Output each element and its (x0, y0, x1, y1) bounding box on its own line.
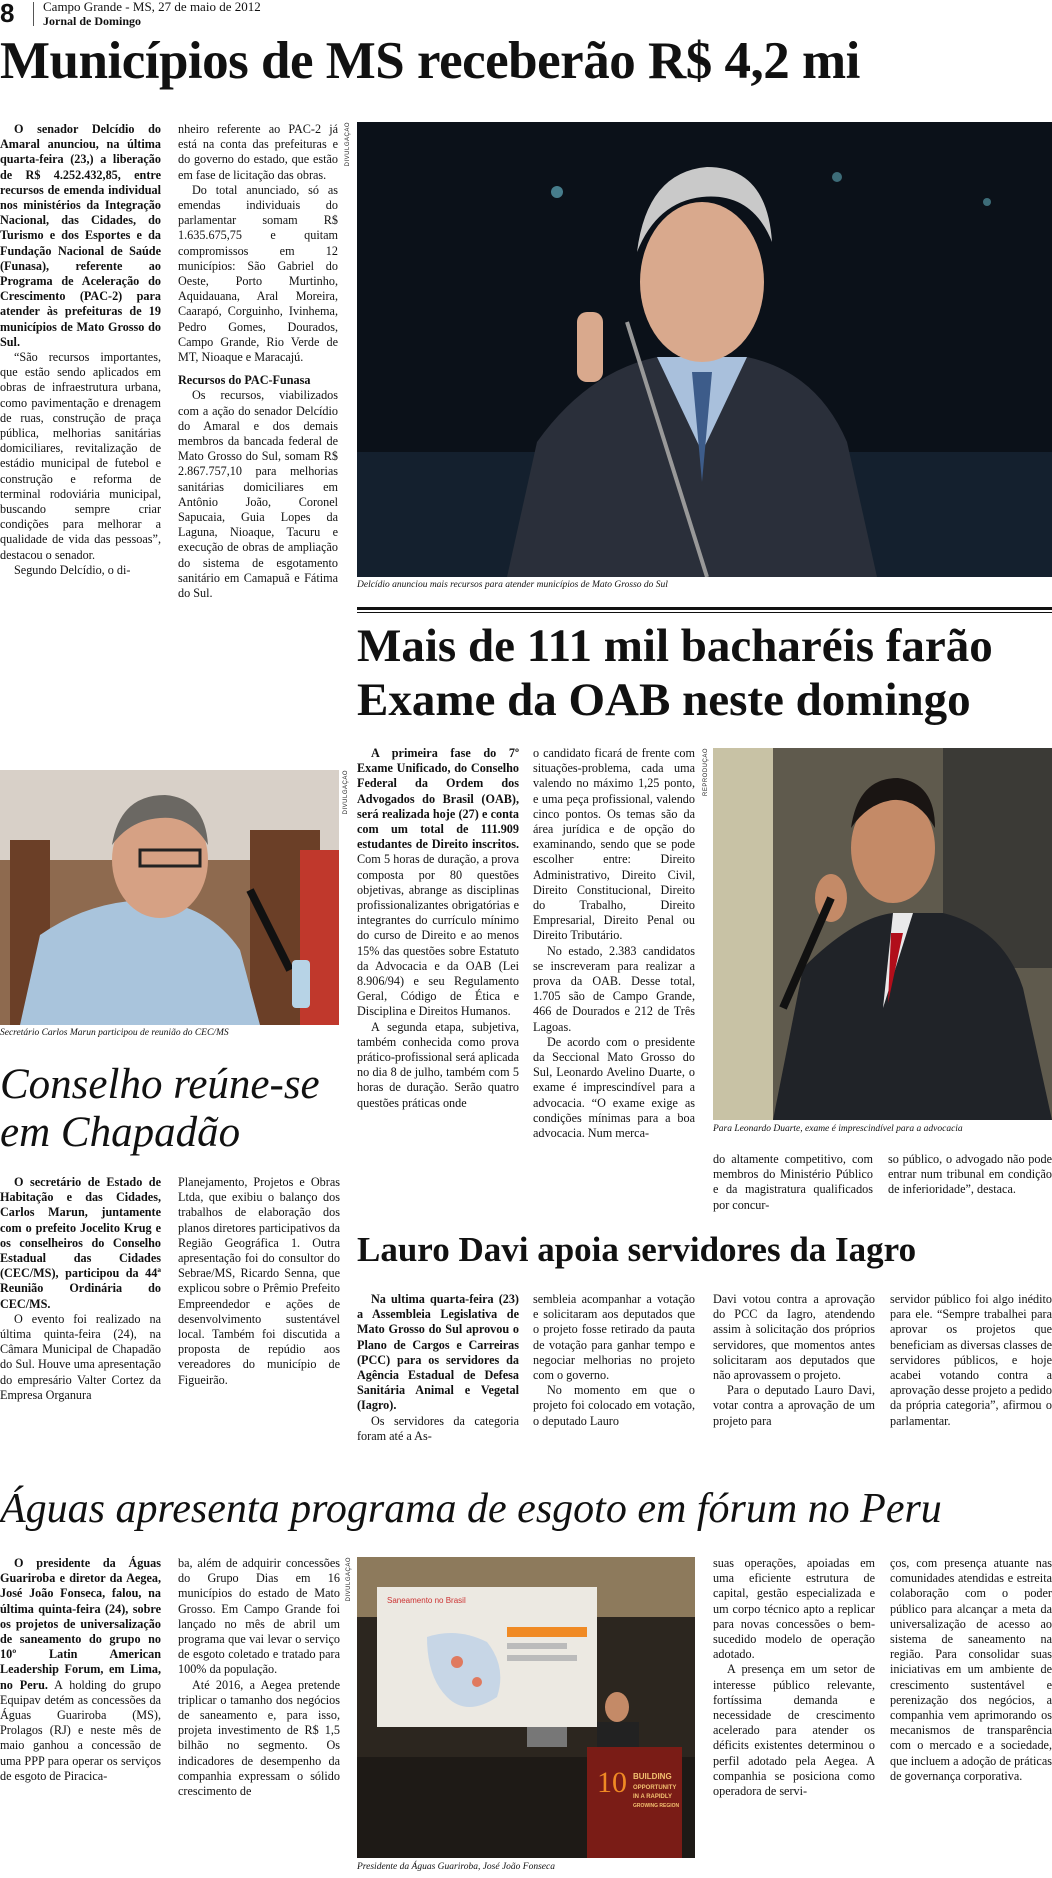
section-divider (357, 607, 1052, 610)
story2-paragraph: o candidato ficará de frente com situações-problema, cada uma valendo no máximo 1,25 ponto, e uma peça profissional, valendo cinco pontos. Os temas são da área jurídica e de opção do examinando, sendo que se pode escolher entre: Direito Administrativo, Direito Civil, Direito Constitucional, Direito do Trabalho, Direito Empresarial, Direito Penal ou Direito Tributário. (533, 746, 695, 943)
story5-col3 (713, 1556, 875, 1799)
story3-caption: Secretário Carlos Marun participou de reunião do CEC/MS (0, 1028, 229, 1038)
story4-paragraph: sembleia acompanhar a votação e solicitaram aos deputados que o projeto fosse retirado da pauta de votação para ganhar tempo e negociar melhorias no projeto com o governo. (533, 1292, 695, 1383)
place-date: Campo Grande - MS, 27 de maio de 2012 (43, 0, 261, 14)
story1-lead: O senador Delcídio do Amaral anunciou, na última quarta-feira (23,) a liberação de R$ 4.252.432,85, entre recursos de emenda individual nos ministérios da Integração Nacional, das Cidades, do Turismo e dos Esportes e da Fundação Nacional de Saúde (Funasa), referente ao Programa de Aceleração do Crescimento (PAC-2) para atender às prefeituras de 19 municípios de Mato Grosso do Sul. (0, 122, 161, 349)
marun-photo (0, 770, 339, 1025)
story5-headline: Águas apresenta programa de esgoto em fórum no Peru (0, 1486, 942, 1532)
story1-col1 (0, 122, 161, 578)
senator-photo (357, 122, 1052, 577)
story5-paragraph: ba, além de adquirir concessões do Grupo Dias em 16 municípios do estado de Mato Grosso. Em Campo Grande foi lançado no mês de abril um programa que vai levar o serviço de esgoto coletado e tratado para 100% da população. (178, 1556, 340, 1677)
photo-credit: DIVULGAÇÃO (345, 122, 351, 167)
story2-headline-line1: Mais de 111 mil bacharéis farão (357, 620, 993, 672)
story4-col3 (713, 1292, 875, 1429)
story4-col4 (890, 1292, 1052, 1429)
story3-paragraph: O evento foi realizado na última quinta-feira (24), na Câmara Municipal de Chapadão do Sul. Houve uma apresentação do empresário Valter Cortez da Empresa Organura (0, 1311, 161, 1402)
forum-photo (357, 1557, 695, 1858)
story5-col1 (0, 1556, 161, 1784)
banner-text: IN A RAPIDLY (633, 1794, 673, 1800)
story2-col3 (713, 1152, 873, 1213)
section-divider (357, 612, 1052, 613)
banner-text: OPPORTUNITY (633, 1785, 677, 1791)
story2-col2 (533, 746, 695, 1141)
story4-paragraph: Para o deputado Lauro Davi, votar contra a aprovação de um projeto para (713, 1383, 875, 1428)
story3-paragraph: Planejamento, Projetos e Obras Ltda, que exibiu o balanço dos trabalhos de elaboração dos planos diretores participativos da Região Geográfica 1. Outra apresentação foi do consultor do Sebrae/MS, Ricardo Senna, que explicou sobre o Prêmio Prefeito Empreendedor e ações de desenvolvimento sustentável local. Também foi discutida a proposta de repúdio aos vereadores do município de Figueirão. (178, 1175, 340, 1387)
story3-headline-line2: em Chapadão (0, 1109, 241, 1156)
newspaper-name: Jornal de Domingo (43, 14, 142, 28)
story4-paragraph: Davi votou contra a aprovação do PCC da Iagro, atendendo assim à solicitação dos próprios servidores, que momentos antes solicitaram aos deputados que não aprovassem o projeto. (713, 1292, 875, 1383)
story5-col4 (890, 1556, 1052, 1784)
story2-lead-rest: Com 5 horas de duração, a prova composta por 80 questões objetivas, abrange as disciplinas profissionalizantes obrigatórias e integrantes do currículo mínimo do curso de Direito e ao menos 15% das questões sobre Estatuto da Advocacia e da OAB (Lei 8.906/94) e seu Regulamento Geral, Código de Ética e Disciplina e Direitos Humanos. (357, 852, 519, 1019)
banner-number: 10 (597, 1766, 627, 1799)
story4-paragraph: No momento em que o projeto foi colocado em votação, o deputado Lauro (533, 1383, 695, 1428)
story4-col2 (533, 1292, 695, 1429)
story4-col1 (357, 1292, 519, 1444)
story2-paragraph: so público, o advogado não pode entrar num tribunal em condição de inferioridade”, destaca. (888, 1152, 1052, 1197)
story1-paragraph: “São recursos importantes, que estão sendo aplicados em obras de infraestrutura urbana, como pavimentação e drenagem de ruas, construção de praça pública, melhorias sanitárias domiciliares, revitalização de estádio municipal de futebol e construção e reforma de terminal rodoviária municipal, buscando sempre criar condições para melhorar a qualidade de vida das pessoas”, destacou o senador. (0, 350, 161, 562)
story2-col1 (357, 746, 519, 1111)
story1-paragraph: nheiro referente ao PAC-2 já está na conta das prefeituras e do governo do estado, que estão em fase de licitação das obras. (178, 122, 338, 182)
story5-lead: O presidente da Águas Guariroba e diretor da Aegea, José João Fonseca, falou, na última quinta-feira (24), sobre os projetos de universalização de saneamento do grupo no 10º Latin American Leadership Forum, em Lima, no Peru. (0, 1556, 161, 1692)
story3-col1 (0, 1175, 161, 1403)
story5-caption: Presidente da Águas Guariroba, José João Fonseca (357, 1862, 555, 1872)
story1-paragraph: Segundo Delcídio, o di- (14, 562, 131, 577)
story2-headline-line2: Exame da OAB neste domingo (357, 674, 971, 726)
header-divider (33, 2, 34, 26)
story1-subhead: Recursos do PAC-Funasa (178, 373, 311, 388)
story2-paragraph: A segunda etapa, subjetiva, também conhecida como prova prático-profissional será aplicada no dia 8 de julho, também com 5 horas de duração. Serão quatro questões práticas onde (357, 1019, 519, 1110)
story4-lead: Na ultima quarta-feira (23) a Assembleia Legislativa de Mato Grosso do Sul aprovou o Plano de Cargos e Carreiras (PCC) para os servidores da Agência Estadual de Defesa Sanitária Animal e Vegetal (Iagro). (357, 1292, 519, 1413)
story3-headline-line1: Conselho reúne-se (0, 1061, 320, 1108)
story2-caption: Para Leonardo Duarte, exame é imprescindível para a advocacia (713, 1124, 963, 1134)
story2-paragraph: do altamente competitivo, com membros do Ministério Público e da magistratura qualificados por concur- (713, 1152, 873, 1212)
photo-credit: DIVULGAÇÃO (346, 1557, 352, 1602)
story1-paragraph: Do total anunciado, só as emendas individuais do parlamentar somam R$ 1.635.675,75 e quitam compromissos em 12 municípios: São Gabriel do Oeste, Porto Murtinho, Aquidauana, Aral Moreira, Caarapó, Corguinho, Ivinhema, Pedro Gomes, Dourados, Campo Grande, Rio Verde de MT, Nioaque e Maracajú. (178, 182, 338, 365)
banner-text: BUILDING (633, 1772, 672, 1781)
story5-paragraph: ços, com presença atuante nas comunidades atendidas e estreita colaboração com o poder público para alcançar a meta da universalização de acesso ao sistema de saneamento na região. Para consolidar suas iniciativas em um ambiente de crescimento sustentável e perenização dos negócios, a companhia vem aprimorando os mecanismos de transparência com o mercado e a sociedade, que incluem a adoção de práticas de governança corporativa. (890, 1556, 1052, 1783)
story4-paragraph: Os servidores da categoria foram até a As- (357, 1413, 519, 1443)
story1-col2 (178, 122, 338, 601)
story3-lead: O secretário de Estado de Habitação e das Cidades, Carlos Marun, juntamente com o prefeito Jocelito Krug e os conselheiros do Conselho Estadual das Cidades (CEC/MS), participou da 44ª Reunião Ordinária do CEC/MS. (0, 1175, 161, 1311)
photo-credit: REPRODUÇÃO (703, 748, 709, 797)
story3-col2 (178, 1175, 340, 1388)
screen-title: Saneamento no Brasil (387, 1596, 466, 1605)
story5-paragraph: A presença em um setor de interesse público relevante, fortíssima demanda e necessidade de crescimento acelerado para atender os déficits existentes determinou o perfil adotado pela Aegea. A companhia se posiciona como operadora de servi- (713, 1662, 875, 1799)
story2-paragraph: De acordo com o presidente da Seccional Mato Grosso do Sul, Leonardo Avelino Duarte, o exame é imprescindível para a advocacia. “O exame exige as condições mínimas para a boa advocacia. Num merca- (533, 1034, 695, 1141)
story1-caption: Delcídio anunciou mais recursos para atender municípios de Mato Grosso do Sul (357, 580, 668, 590)
story5-paragraph: Até 2016, a Aegea pretende triplicar o tamanho dos negócios de saneamento e, para isso, projeta investimento de R$ 1,5 bilhão no segmento. Os indicadores de desempenho da companhia expressam o sólido crescimento de (178, 1677, 340, 1799)
story2-col4 (888, 1152, 1052, 1198)
story4-headline: Lauro Davi apoia servidores da Iagro (357, 1230, 917, 1269)
story4-paragraph: servidor público foi algo inédito para ele. “Sempre trabalhei para aprovar os projetos que beneficiam as diversas classes de servidores públicos, e hoje acabei votando contra a aprovação desse projeto a pedido da própria categoria”, afirmou o parlamentar. (890, 1292, 1052, 1428)
story5-lead-rest: A holding do grupo Equipav detém as concessões da Águas Guariroba (MS), Prolagos (RJ) e neste mês de maio ganhou a concessão de uma PPP para operar os serviços de esgoto de Piracica- (0, 1677, 161, 1783)
banner-text: GROWING REGION (633, 1803, 680, 1809)
story1-headline: Municípios de MS receberão R$ 4,2 mi (0, 32, 860, 90)
story2-paragraph: No estado, 2.383 candidatos se inscreveram para realizar a prova da OAB. Desse total, 1.705 são de Campo Grande, 466 de Dourados e 212 de Três Lagoas. (533, 943, 695, 1034)
page-number: 8 (0, 0, 15, 28)
story5-col2 (178, 1556, 340, 1799)
story1-paragraph: Os recursos, viabilizados com a ação do senador Delcídio do Amaral e dos demais membros da bancada federal de Mato Grosso do Sul, somam R$ 2.867.757,10 para melhorias sanitárias domiciliares em Antônio João, Coronel Sapucaia, Guia Lopes da Laguna, Nioaque, Tacuru e execução de obras de ampliação do sistema de esgotamento sanitário em Camapuã e Fátima do Sul. (178, 388, 338, 601)
photo-credit: DIVULGAÇÃO (343, 770, 349, 815)
story2-lead: A primeira fase do 7º Exame Unificado, do Conselho Federal da Ordem dos Advogados do Brasil (OAB), será realizada hoje (27) e conta com um total de 111.909 estudantes de Direito inscritos. (357, 746, 519, 852)
story5-paragraph: suas operações, apoiadas em uma eficiente estrutura de capital, gestão especializada e um corpo técnico apto a replicar para novas concessões o bem-sucedido modelo de operação adotado. (713, 1556, 875, 1662)
lawyer-photo (713, 748, 1052, 1120)
